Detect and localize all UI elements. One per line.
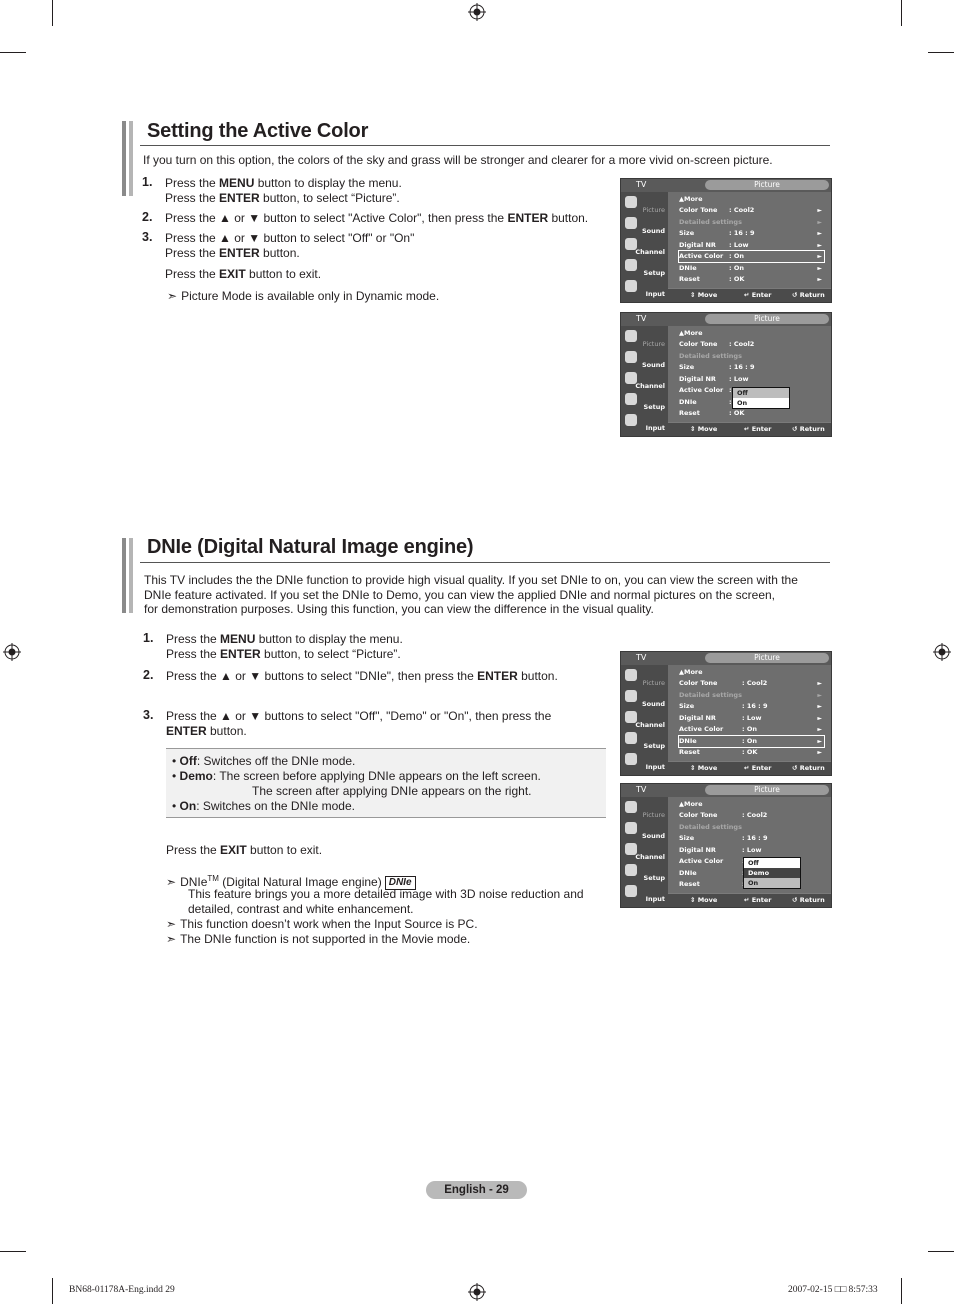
menu-row-value: : 16 : 9	[729, 363, 755, 371]
menu-row	[679, 205, 824, 216]
section-bar	[129, 121, 133, 196]
menu-category-icon	[625, 801, 637, 813]
menu-row-arrow-icon: ►	[817, 680, 822, 687]
menu-sidebar-item	[621, 236, 668, 257]
menu-row-label: Reset	[679, 748, 700, 756]
menu-more: ▲More	[679, 800, 703, 808]
step-text: Press the ENTER button, to select “Picture”.	[166, 646, 401, 661]
menu-row-label: Active Color	[679, 857, 724, 865]
menu-row	[679, 263, 824, 274]
menu-row	[679, 228, 824, 239]
menu-row-label: Detailed settings	[679, 217, 742, 226]
step-text: Press the MENU button to display the menu.	[165, 176, 402, 190]
menu-row	[679, 240, 824, 251]
menu-row-value: : On	[742, 725, 758, 733]
menu-category-icon	[625, 393, 637, 405]
menu-category-icon	[625, 414, 637, 426]
menu-row	[679, 833, 824, 844]
note-arrow-icon: ➣	[166, 932, 177, 946]
menu-move-hint: ⇕ Move	[690, 764, 718, 772]
print-date: 2007-02-15 □□ 8:57:33	[788, 1285, 878, 1295]
menu-category-icon	[625, 330, 637, 342]
menu-bottom-bar	[668, 894, 831, 907]
option-item: • On: Switches on the DNIe mode.	[172, 799, 355, 813]
menu-row	[679, 690, 824, 701]
registration-mark-icon	[468, 1283, 486, 1301]
menu-sidebar-item	[621, 862, 668, 883]
option-item: The screen after applying DNIe appears on the right.	[252, 784, 532, 798]
step-number: 1.	[142, 175, 153, 189]
menu-row	[679, 339, 824, 350]
menu-row	[679, 217, 824, 228]
menu-sidebar-label: Picture	[642, 340, 665, 348]
menu-sidebar-item	[621, 370, 668, 391]
crop-mark	[901, 1278, 902, 1304]
menu-content	[668, 192, 831, 288]
menu-row	[679, 724, 824, 735]
menu-row-label: Reset	[679, 409, 700, 417]
menu-row-arrow-icon: ►	[817, 218, 822, 226]
menu-row-value: : Cool2	[729, 206, 755, 214]
menu-sidebar-item	[621, 709, 668, 730]
menu-row-value: : 16 : 9	[729, 229, 755, 237]
menu-row-label: Color Tone	[679, 206, 718, 214]
menu-sidebar-item	[621, 820, 668, 841]
crop-mark	[928, 52, 954, 53]
menu-row-label: DNIe	[679, 868, 697, 877]
menu-sidebar-label: Sound	[641, 227, 665, 235]
menu-option: On	[744, 878, 800, 888]
menu-move-hint: ⇕ Move	[690, 896, 718, 904]
menu-content	[668, 797, 831, 893]
menu-sidebar	[621, 665, 668, 775]
step-text: Press the ▲ or ▼ buttons to select "DNIe", then press the ENTER button.	[166, 669, 558, 683]
step-text: Press the ENTER button.	[165, 245, 300, 260]
menu-sidebar-label: Sound	[641, 700, 665, 708]
menu-move-hint: ⇕ Move	[690, 425, 718, 433]
menu-sidebar	[621, 326, 668, 436]
note: This feature brings you a more detailed image with 3D noise reduction and	[188, 887, 584, 901]
menu-move-hint: ⇕ Move	[690, 291, 718, 299]
menu-row-label: Color Tone	[679, 679, 718, 687]
menu-sidebar-label: Setup	[643, 874, 665, 882]
menu-row	[679, 251, 824, 262]
menu-sidebar-label: Input	[645, 895, 665, 903]
menu-sidebar-item	[621, 215, 668, 236]
section-bar	[129, 538, 133, 613]
menu-row-label: DNIe	[679, 263, 697, 272]
menu-row-label: Detailed settings	[679, 690, 742, 699]
menu-sidebar-label: Channel	[635, 853, 665, 861]
menu-sidebar-item	[621, 257, 668, 278]
menu-sidebar-label: Picture	[642, 811, 665, 819]
step-number: 1.	[143, 631, 154, 645]
menu-row	[679, 274, 824, 285]
step-text: Press the ▲ or ▼ button to select "Active Color", then press the ENTER button.	[165, 211, 589, 225]
menu-row-label: Active Color	[679, 252, 724, 260]
menu-row	[679, 713, 824, 724]
step-text: Press the MENU button to display the menu.	[166, 632, 403, 646]
menu-sidebar-label: Sound	[641, 361, 665, 369]
tv-menu-screenshot	[620, 312, 832, 437]
menu-sidebar-label: Channel	[635, 248, 665, 256]
menu-row-arrow-icon: ►	[817, 253, 822, 260]
option-item: • Off: Switches off the DNIe mode.	[172, 754, 356, 768]
menu-category-icon	[625, 280, 637, 292]
menu-category-icon	[625, 351, 637, 363]
menu-sidebar-label: Picture	[642, 206, 665, 214]
menu-row-label: DNIe	[679, 736, 697, 745]
step-number: 3.	[142, 230, 153, 244]
menu-sidebar-label: Setup	[643, 269, 665, 277]
menu-category-icon	[625, 669, 637, 681]
menu-row-label: Reset	[679, 275, 700, 283]
menu-sidebar-label: Input	[645, 763, 665, 771]
crop-mark	[0, 1251, 26, 1252]
menu-picture-tab: Picture	[705, 785, 829, 795]
section-rule	[140, 145, 830, 146]
menu-row-arrow-icon: ►	[817, 207, 822, 214]
note: ➣ This function doesn’t work when the Input Source is PC.	[166, 917, 478, 931]
menu-row	[679, 810, 824, 821]
menu-sidebar-item	[621, 883, 668, 904]
menu-row	[679, 374, 824, 385]
crop-mark	[52, 0, 53, 26]
menu-sidebar-label: Channel	[635, 721, 665, 729]
page-number: English - 29	[426, 1181, 527, 1199]
intro-line: DNIe feature activated. If you set the DNIe to Demo, you can view the applied DNIe and normal pictures on the screen,	[144, 587, 775, 602]
menu-return-hint: ↺ Return	[792, 764, 825, 772]
menu-content	[668, 326, 831, 422]
menu-option: Demo	[748, 869, 770, 877]
menu-row-label: Size	[679, 229, 695, 237]
menu-more: ▲More	[679, 668, 703, 676]
step-number: 3.	[143, 708, 154, 722]
menu-enter-hint: ↵ Enter	[744, 291, 772, 299]
menu-row-arrow-icon: ►	[817, 230, 822, 237]
menu-row-value: :	[729, 386, 732, 394]
section-intro: If you turn on this option, the colors of the sky and grass will be stronger and clearer for a more vivid on-screen picture.	[143, 153, 773, 167]
menu-sidebar-label: Channel	[635, 382, 665, 390]
menu-row-value: : 16 : 9	[742, 834, 768, 842]
menu-row-label: Active Color	[679, 725, 724, 733]
menu-sidebar-item	[621, 688, 668, 709]
menu-row-value: : Cool2	[742, 679, 768, 687]
note: ➣ The DNIe function is not supported in the Movie mode.	[166, 932, 471, 946]
menu-category-icon	[625, 885, 637, 897]
menu-sidebar-item	[621, 412, 668, 433]
menu-sidebar-item	[621, 799, 668, 820]
menu-option: On	[733, 398, 789, 408]
menu-row	[679, 747, 824, 758]
menu-tv-label: TV	[636, 314, 647, 323]
crop-mark	[901, 0, 902, 26]
step-text: ENTER button.	[166, 723, 247, 738]
section-title: DNIe (Digital Natural Image engine)	[147, 536, 474, 558]
menu-row-arrow-icon: ►	[817, 714, 822, 722]
tv-menu-screenshot	[620, 178, 832, 303]
menu-row-label: Reset	[679, 880, 700, 888]
menu-row	[679, 362, 824, 373]
step-text: Press the ▲ or ▼ button to select "Off" or "On"	[165, 231, 415, 245]
menu-row-label: Digital NR	[679, 713, 716, 722]
menu-row-value: : 16 : 9	[742, 702, 768, 710]
menu-sidebar-item	[621, 349, 668, 370]
menu-sidebar	[621, 192, 668, 302]
menu-sidebar-label: Setup	[643, 742, 665, 750]
menu-category-icon	[625, 732, 637, 744]
menu-sidebar-item	[621, 328, 668, 349]
step-number: 2.	[142, 210, 153, 224]
tv-menu-screenshot	[620, 651, 832, 776]
menu-row	[679, 408, 824, 419]
menu-row	[679, 822, 824, 833]
menu-picture-tab: Picture	[705, 180, 829, 190]
menu-sidebar-item	[621, 278, 668, 299]
menu-row	[679, 351, 824, 362]
menu-row	[679, 701, 824, 712]
menu-sidebar-label: Input	[645, 290, 665, 298]
menu-row-label: Color Tone	[679, 811, 718, 819]
menu-category-icon	[625, 864, 637, 876]
note-arrow-icon: ➣	[166, 875, 177, 889]
menu-return-hint: ↺ Return	[792, 291, 825, 299]
menu-row	[679, 736, 824, 747]
registration-mark-icon	[468, 3, 486, 21]
note-arrow-icon: ➣	[166, 917, 177, 931]
menu-tv-label: TV	[636, 785, 647, 794]
intro-line: for demonstration purposes. Using this function, you can view the difference in the visual quality.	[144, 602, 654, 616]
menu-row-label: Digital NR	[679, 845, 716, 854]
menu-row-arrow-icon: ►	[817, 737, 822, 745]
menu-row-value: :	[729, 397, 732, 406]
menu-enter-hint: ↵ Enter	[744, 896, 772, 904]
menu-sidebar-item	[621, 730, 668, 751]
note-arrow-icon: ➣	[167, 289, 178, 303]
option-item: • Demo: The screen before applying DNIe appears on the left screen.	[172, 769, 541, 783]
options-box	[166, 748, 606, 818]
section-rule	[140, 562, 830, 563]
file-name: BN68-01178A-Eng.indd 29	[69, 1285, 175, 1295]
note: ➣ Picture Mode is available only in Dynamic mode.	[167, 289, 440, 303]
menu-tv-label: TV	[636, 180, 647, 189]
menu-content	[668, 665, 831, 761]
menu-category-icon	[625, 690, 637, 702]
menu-category-icon	[625, 753, 637, 765]
menu-category-icon	[625, 217, 637, 229]
menu-row-label: Detailed settings	[679, 351, 742, 360]
menu-category-icon	[625, 259, 637, 271]
crop-mark	[52, 1278, 53, 1304]
dnie-logo: DNIe	[385, 876, 416, 890]
menu-sidebar	[621, 797, 668, 907]
menu-row-value: : Low	[729, 374, 749, 383]
menu-row-value: : OK	[729, 409, 745, 417]
step-text: Press the ENTER button, to select “Picture”.	[165, 190, 400, 205]
menu-row	[679, 678, 824, 689]
menu-row-label: Digital NR	[679, 374, 716, 383]
menu-row-arrow-icon: ►	[817, 703, 822, 710]
menu-row-value: : On	[729, 252, 745, 260]
menu-row-value: : Cool2	[742, 811, 768, 819]
menu-bottom-bar	[668, 762, 831, 775]
menu-picture-tab: Picture	[705, 653, 829, 663]
menu-row	[679, 845, 824, 856]
menu-sidebar-item	[621, 391, 668, 412]
menu-row-label: Size	[679, 363, 695, 371]
section-title: Setting the Active Color	[147, 120, 369, 142]
menu-row-value: : Low	[742, 845, 762, 854]
menu-row-label: Detailed settings	[679, 822, 742, 831]
intro-line: This TV includes the the DNIe function to provide high visual quality. If you set DNIe to on, you can view the screen with the	[144, 573, 798, 587]
menu-category-icon	[625, 196, 637, 208]
registration-mark-icon	[3, 643, 21, 661]
menu-enter-hint: ↵ Enter	[744, 425, 772, 433]
menu-row-value: : Low	[729, 240, 749, 249]
menu-enter-hint: ↵ Enter	[744, 764, 772, 772]
crop-mark	[928, 1251, 954, 1252]
menu-row-label: Color Tone	[679, 340, 718, 348]
note: ➣ DNIe™ (Digital Natural Image engine) DNIe	[166, 872, 416, 890]
step-number: 2.	[143, 668, 154, 682]
menu-option-popup	[743, 857, 801, 889]
menu-row-label: Size	[679, 834, 695, 842]
menu-row-value: : Cool2	[729, 340, 755, 348]
menu-row-arrow-icon: ►	[817, 276, 822, 283]
menu-sidebar-label: Sound	[641, 832, 665, 840]
menu-row-label: DNIe	[679, 397, 697, 406]
menu-more: ▲More	[679, 329, 703, 337]
menu-row-value: : On	[729, 263, 745, 272]
registration-mark-icon	[933, 643, 951, 661]
menu-row-arrow-icon: ►	[817, 691, 822, 699]
menu-more: ▲More	[679, 195, 703, 203]
menu-option-popup	[732, 387, 790, 409]
menu-sidebar-label: Picture	[642, 679, 665, 687]
menu-sidebar-item	[621, 667, 668, 688]
crop-mark	[0, 52, 26, 53]
menu-row-label: Active Color	[679, 386, 724, 394]
menu-bottom-bar	[668, 289, 831, 302]
menu-tv-label: TV	[636, 653, 647, 662]
menu-category-icon	[625, 822, 637, 834]
menu-return-hint: ↺ Return	[792, 896, 825, 904]
menu-row-value: : OK	[742, 748, 758, 756]
menu-sidebar-item	[621, 841, 668, 862]
menu-return-hint: ↺ Return	[792, 425, 825, 433]
step-text: Press the ▲ or ▼ buttons to select "Off", "Demo" or "On", then press the	[166, 709, 552, 723]
section-bar	[122, 121, 126, 196]
section-bar	[122, 538, 126, 613]
menu-sidebar-label: Input	[645, 424, 665, 432]
menu-row-arrow-icon: ►	[817, 726, 822, 733]
note: detailed, contrast and white enhancement.	[188, 902, 414, 916]
menu-row-label: Digital NR	[679, 240, 716, 249]
menu-sidebar-item	[621, 751, 668, 772]
menu-row-value: : On	[742, 736, 758, 745]
menu-picture-tab: Picture	[705, 314, 829, 324]
tv-menu-screenshot	[620, 783, 832, 908]
exit-instruction: Press the EXIT button to exit.	[165, 267, 322, 281]
menu-row-arrow-icon: ►	[817, 264, 822, 272]
menu-row-label: Size	[679, 702, 695, 710]
menu-row-arrow-icon: ►	[817, 749, 822, 756]
menu-option: Off	[744, 858, 800, 868]
menu-row-arrow-icon: ►	[817, 241, 822, 249]
menu-bottom-bar	[668, 423, 831, 436]
exit-instruction: Press the EXIT button to exit.	[166, 843, 323, 857]
menu-row-value: : Low	[742, 713, 762, 722]
menu-row-value: : OK	[729, 275, 745, 283]
menu-option: Off	[733, 388, 789, 398]
menu-sidebar-label: Setup	[643, 403, 665, 411]
menu-sidebar-item	[621, 194, 668, 215]
